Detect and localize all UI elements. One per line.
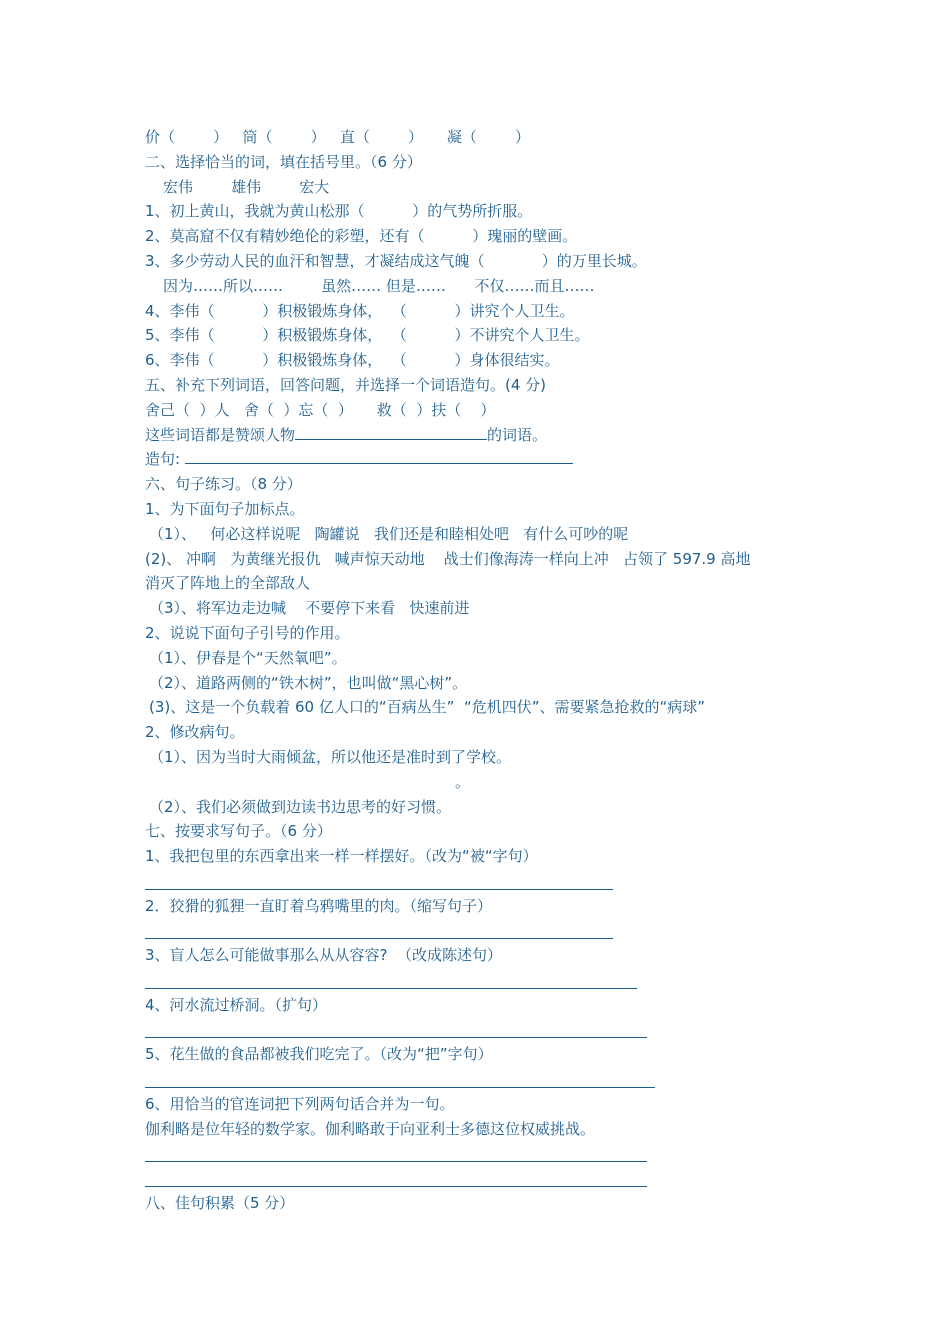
make-sentence-label: 造句: <box>145 450 181 469</box>
rewrite-item-2: 2．狡猾的狐狸一直盯着乌鸦嘴里的肉。（缩写句子） <box>145 896 493 915</box>
correction-item-2: （2）、我们必须做到边读书边思考的好习惯。 <box>149 797 452 816</box>
question-2-2: 2、莫高窟不仅有精妙绝伦的彩塑，还有（ ）瑰丽的壁画。 <box>145 227 578 246</box>
rewrite-item-3: 3、盲人怎么可能做事那么从从容容? （改成陈述句） <box>145 946 503 965</box>
punctuation-item-1: （1）、 何必这样说呢 陶罐说 我们还是和睦相处吧 有什么可吵的呢 <box>149 524 629 543</box>
rewrite-item-6: 6、用恰当的官连词把下列两句话合并为一句。 <box>145 1095 455 1114</box>
question-2-6: 6、李伟（ ）积极锻炼身体， （ ）身体很结实。 <box>145 351 560 370</box>
rewrite-item-5: 5、花生做的食品都被我们吃完了。（改为“把”字句） <box>145 1045 493 1064</box>
idiom-question-prefix: 这些词语都是赞颂人物 <box>145 425 296 444</box>
answer-line[interactable] <box>145 919 825 944</box>
answer-blank[interactable] <box>185 447 573 464</box>
question-2-5: 5、李伟（ ）积极锻炼身体， （ ）不讲究个人卫生。 <box>145 326 590 345</box>
correction-item-1: （1）、因为当时大雨倾盆，所以他还是准时到了学校。 <box>149 747 512 766</box>
question-2-3: 3、多少劳动人民的血汗和智慧，才凝结成这气魄（ ）的万里长城。 <box>145 251 647 270</box>
word-choices: 宏伟 雄伟 宏大 <box>163 177 330 196</box>
punctuation-item-3: （3）、将军边走边喊 不要停下来看 快速前进 <box>149 599 470 618</box>
quote-item-2: （2）、道路两侧的“铁木树”，也叫做“黑心树”。 <box>149 673 468 692</box>
exam-page <box>145 125 825 1216</box>
answer-line[interactable] <box>145 1018 825 1043</box>
answer-line[interactable] <box>145 1142 825 1167</box>
answer-blank[interactable] <box>295 423 487 440</box>
quote-item-1: （1）、伊春是个“天然氧吧”。 <box>149 648 347 667</box>
answer-line[interactable] <box>145 869 825 894</box>
idiom-fill-row: 舍己（ ）人 舍（ ）忘（ ） 救（ ）扶（ ） <box>145 400 496 419</box>
quote-item-3: (3)、这是一个负载着 60 亿人口的“百病丛生” “危机四伏”、需要紧急抢救的“病球” <box>149 698 706 717</box>
correction-instruction: 2、修改病句。 <box>145 723 245 742</box>
punctuation-item-2: (2)、 冲啊 为黄继光报仇 喊声惊天动地 战士们像海涛一样向上冲 占领了 597.9 高地 <box>145 549 751 568</box>
question-2-4: 4、李伟（ ）积极锻炼身体， （ ）讲究个人卫生。 <box>145 301 575 320</box>
section-2-heading: 二、选择恰当的词，填在括号里。（6 分） <box>145 152 422 171</box>
question-2-1: 1、初上黄山，我就为黄山松那（ ）的气势所折服。 <box>145 202 533 221</box>
idiom-question <box>145 423 825 448</box>
correction-answer-mark: 。 <box>455 772 471 791</box>
answer-line[interactable] <box>145 1067 825 1092</box>
punctuation-item-2-cont: 消灭了阵地上的全部敌人 <box>145 574 311 593</box>
rewrite-item-1: 1、我把包里的东西拿出来一样一样摆好。（改为“被“字句） <box>145 847 538 866</box>
pinyin-bracket-row: 价（ ） 筒（ ） 直（ ） 凝（ ） <box>145 128 531 146</box>
conjunction-choices: 因为……所以…… 虽然…… 但是…… 不仅……而且…… <box>163 276 595 295</box>
section-8-heading: 八、佳句积累（5 分） <box>145 1194 295 1213</box>
section-5-heading: 五、补充下列词语，回答问题，并选择一个词语造句。(4 分) <box>145 375 547 394</box>
punctuation-instruction: 1、为下面句子加标点。 <box>145 499 305 518</box>
rewrite-item-4: 4、河水流过桥洞。（扩句） <box>145 995 328 1014</box>
idiom-question-suffix: 的词语。 <box>487 425 548 444</box>
section-7-heading: 七、按要求写句子。（6 分） <box>145 822 332 841</box>
answer-line[interactable] <box>145 1166 825 1191</box>
answer-line[interactable] <box>145 968 825 993</box>
rewrite-item-6-sentences: 伽利略是位年轻的数学家。伽利略敢于向亚利士多德这位权威挑战。 <box>145 1119 596 1138</box>
quote-instruction: 2、说说下面句子引号的作用。 <box>145 623 350 642</box>
make-sentence <box>145 447 825 472</box>
section-6-heading: 六、句子练习。（8 分） <box>145 475 302 494</box>
